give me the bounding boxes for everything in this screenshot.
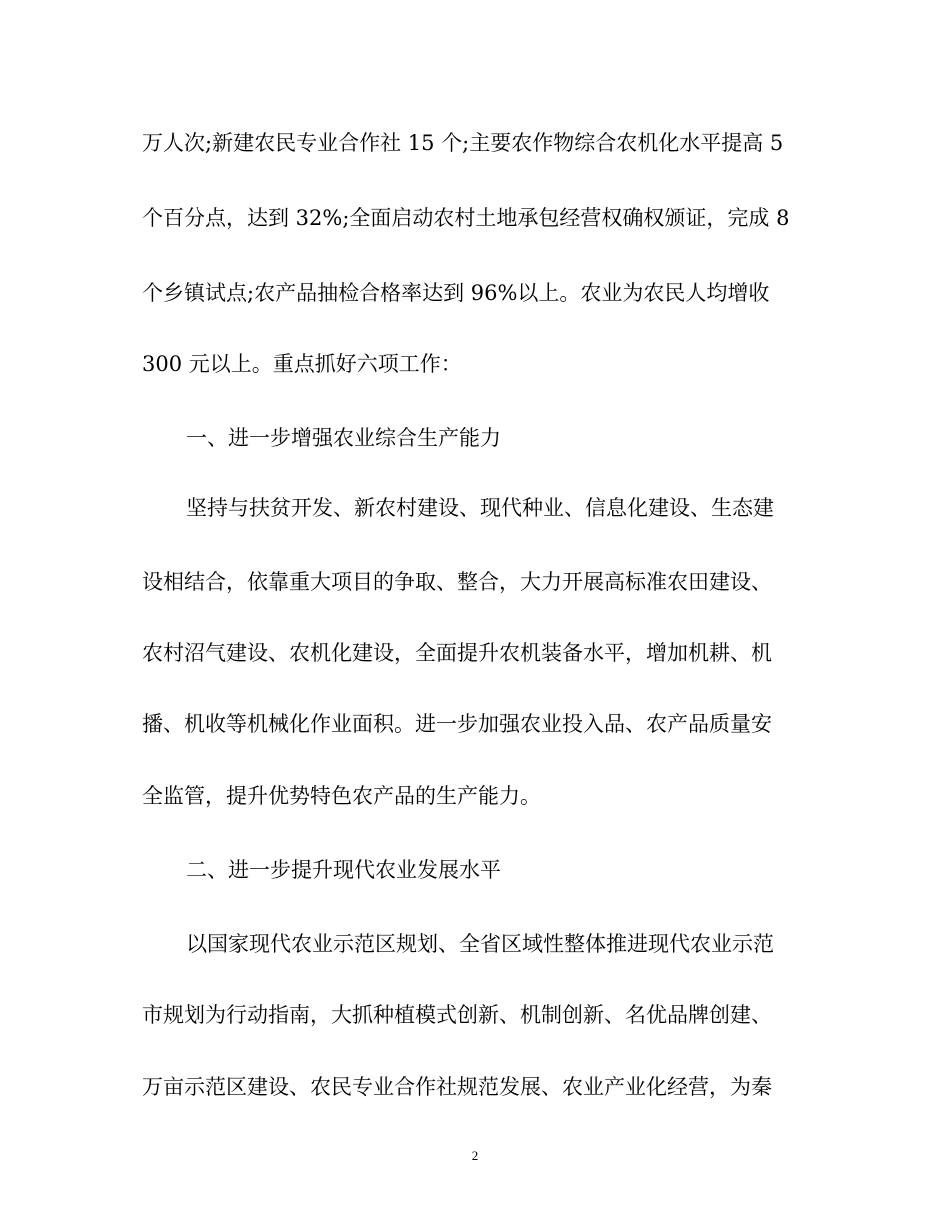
section-heading-1: 一、进一步增强农业综合生产能力 — [186, 426, 501, 450]
body-text-line: 以国家现代农业示范区规划、全省区域性整体推进现代农业示范 — [186, 932, 774, 956]
body-text-line: 万亩示范区建设、农民专业合作社规范发展、农业产业化经营，为秦 — [142, 1075, 772, 1099]
body-text-line: 全监管，提升优势特色农产品的生产能力。 — [142, 784, 541, 808]
body-text-line: 个百分点，达到 32%;全面启动农村土地承包经营权确权颁证，完成 8 — [142, 206, 790, 230]
body-text-line: 市规划为行动指南，大抓种植模式创新、机制创新、名优品牌创建、 — [142, 1003, 772, 1027]
page-number: 2 — [471, 1148, 479, 1163]
body-text-line: 播、机收等机械化作业面积。进一步加强农业投入品、农产品质量安 — [142, 712, 772, 736]
body-text-line: 农村沼气建设、农机化建设，全面提升农机装备水平，增加机耕、机 — [142, 641, 772, 665]
body-text-line: 300 元以上。重点抓好六项工作： — [142, 352, 462, 376]
section-heading-2: 二、进一步提升现代农业发展水平 — [186, 858, 501, 882]
body-text-line: 设相结合，依靠重大项目的争取、整合，大力开展高标准农田建设、 — [142, 570, 772, 594]
body-text-line: 万人次;新建农民专业合作社 15 个;主要农作物综合农机化水平提高 5 — [142, 131, 784, 155]
body-text-line: 个乡镇试点;农产品抽检合格率达到 96%以上。农业为农民人均增收 — [142, 281, 770, 305]
body-text-line: 坚持与扶贫开发、新农村建设、现代种业、信息化建设、生态建 — [186, 496, 774, 520]
